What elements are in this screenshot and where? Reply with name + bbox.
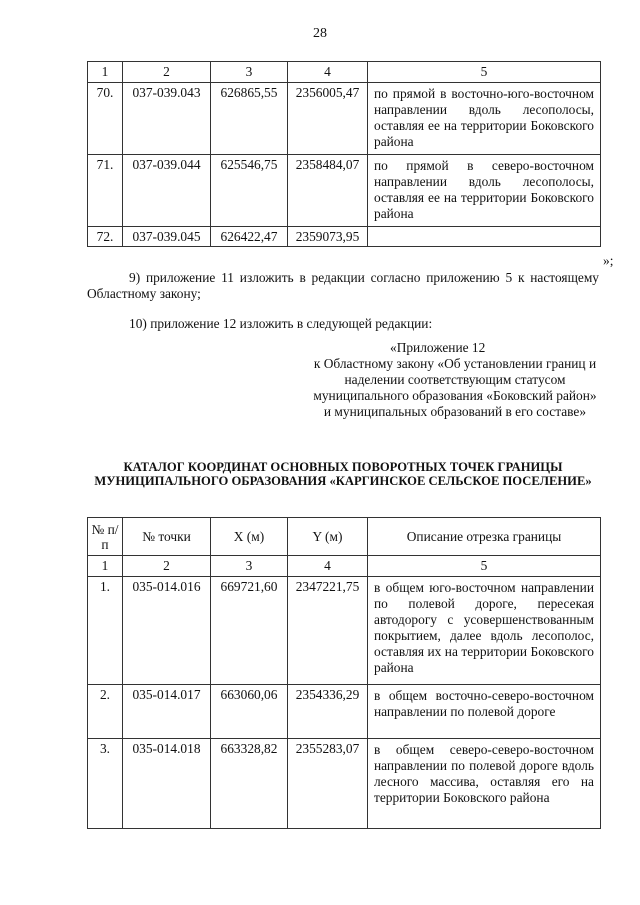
- row-number: 70.: [88, 83, 123, 155]
- column-header: Описание отрезка границы: [368, 518, 601, 556]
- row-number: 2.: [88, 685, 123, 739]
- x-coordinate: 626865,55: [211, 83, 288, 155]
- row-number: 3.: [88, 739, 123, 829]
- table-row: [88, 739, 601, 829]
- table-row: [88, 685, 601, 739]
- x-coordinate: 669721,60: [211, 577, 288, 685]
- table-row: [88, 83, 601, 155]
- y-coordinate: 2347221,75: [288, 577, 368, 685]
- table-row: [88, 577, 601, 685]
- point-id: 035-014.018: [123, 739, 211, 829]
- segment-description: в общем юго-восточном направлении по полевой дороге, пересекая автодорогу с усовершенствованным покрытием, далее вдоль лесополос, оставляя их на территории Боковского района: [368, 577, 601, 685]
- point-id: 035-014.017: [123, 685, 211, 739]
- table-row: [88, 155, 601, 227]
- segment-description: по прямой в северо-восточном направлении вдоль лесополосы, оставляя ее на территории Боковского района: [368, 155, 601, 227]
- page-number: 28: [313, 26, 327, 41]
- row-number: 72.: [88, 227, 123, 247]
- table-row: [88, 227, 601, 247]
- segment-description: в общем северо-северо-восточном направлении по полевой дороге вдоль лесного массива, оставляя его на территории Боковского района: [368, 739, 601, 829]
- column-number: 5: [368, 62, 601, 83]
- closing-quote: »;: [603, 253, 614, 268]
- y-coordinate: 2359073,95: [288, 227, 368, 247]
- column-number: 4: [288, 62, 368, 83]
- point-id: 037-039.044: [123, 155, 211, 227]
- column-number: 3: [211, 556, 288, 577]
- appendix-reference: к Областному закону «Об установлении границ и наделении соответствующим статусом муниципального образования «Боковский район» и муниципальных образований в его составе»: [313, 356, 597, 419]
- column-number: 2: [123, 62, 211, 83]
- column-number: 3: [211, 62, 288, 83]
- column-header: № точки: [123, 518, 211, 556]
- y-coordinate: 2355283,07: [288, 739, 368, 829]
- column-number-row: [88, 556, 601, 577]
- catalog-title: КАТАЛОГ КООРДИНАТ ОСНОВНЫХ ПОВОРОТНЫХ ТОЧЕК ГРАНИЦЫ МУНИЦИПАЛЬНОГО ОБРАЗОВАНИЯ «КАРГИНСКОЕ СЕЛЬСКОЕ ПОСЕЛЕНИЕ»: [94, 460, 592, 488]
- paragraph-item-10: 10) приложение 12 изложить в следующей редакции:: [129, 316, 433, 331]
- x-coordinate: 663328,82: [211, 739, 288, 829]
- paragraph-item-9: 9) приложение 11 изложить в редакции согласно приложению 5 к настоящему Областному закону;: [87, 270, 599, 301]
- column-number-row: [88, 62, 601, 83]
- column-header-row: [88, 518, 601, 556]
- y-coordinate: 2354336,29: [288, 685, 368, 739]
- catalog-coordinates-table: [87, 517, 601, 829]
- x-coordinate: 625546,75: [211, 155, 288, 227]
- coordinates-table-continued: [87, 61, 601, 247]
- point-id: 037-039.045: [123, 227, 211, 247]
- column-number: 1: [88, 62, 123, 83]
- row-number: 1.: [88, 577, 123, 685]
- segment-description: в общем восточно-северо-восточном направлении по полевой дороге: [368, 685, 601, 739]
- segment-description: по прямой в восточно-юго-восточном направлении вдоль лесополосы, оставляя ее на территории Боковского района: [368, 83, 601, 155]
- x-coordinate: 626422,47: [211, 227, 288, 247]
- appendix-title: «Приложение 12: [390, 340, 486, 355]
- column-header: X (м): [211, 518, 288, 556]
- column-header: Y (м): [288, 518, 368, 556]
- x-coordinate: 663060,06: [211, 685, 288, 739]
- segment-description: [368, 227, 601, 247]
- column-number: 5: [368, 556, 601, 577]
- point-id: 035-014.016: [123, 577, 211, 685]
- column-header: № п/п: [88, 518, 123, 556]
- y-coordinate: 2356005,47: [288, 83, 368, 155]
- y-coordinate: 2358484,07: [288, 155, 368, 227]
- row-number: 71.: [88, 155, 123, 227]
- column-number: 2: [123, 556, 211, 577]
- point-id: 037-039.043: [123, 83, 211, 155]
- column-number: 1: [88, 556, 123, 577]
- column-number: 4: [288, 556, 368, 577]
